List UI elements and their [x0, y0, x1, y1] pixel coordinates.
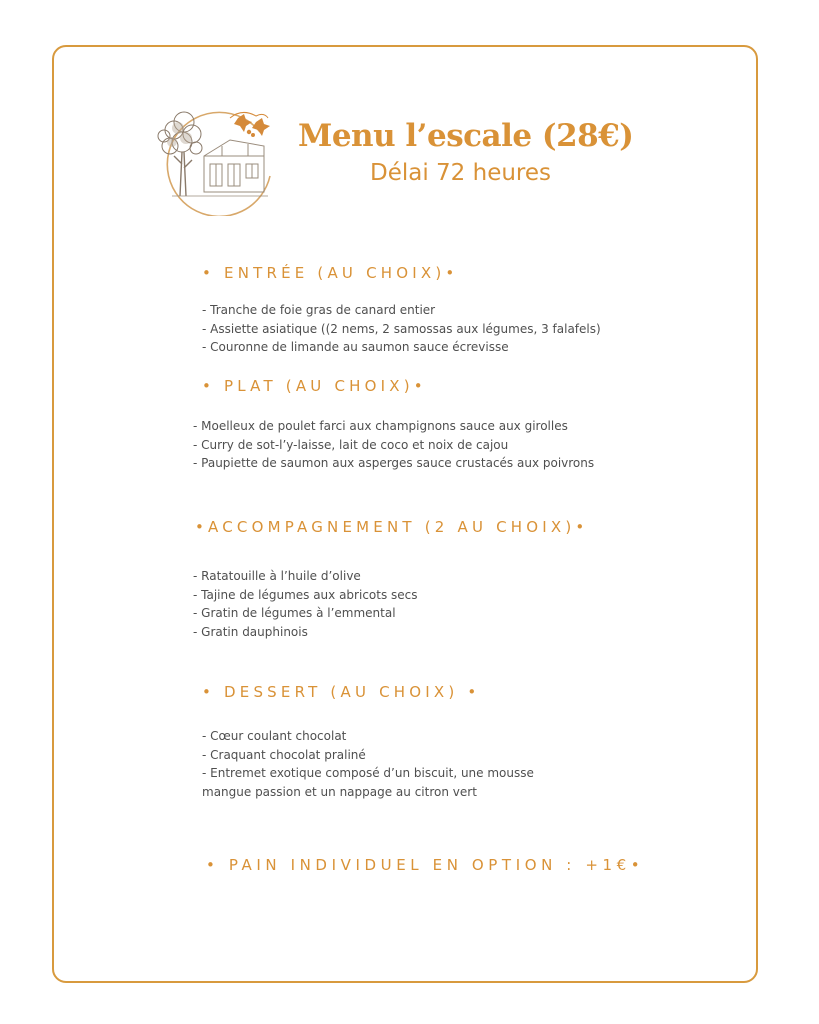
menu-title: Menu l’escale (28€): [298, 118, 634, 154]
list-item: - Craquant chocolat praliné: [202, 747, 366, 762]
list-item: - Paupiette de saumon aux asperges sauce crustacés aux poivrons: [193, 456, 595, 470]
section-heading-plat: • PLAT (AU CHOIX)•: [202, 377, 427, 395]
menu-subtitle: Délai 72 heures: [370, 160, 552, 186]
list-item: - Cœur coulant chocolat: [202, 729, 347, 743]
list-item: - Tajine de légumes aux abricots secs: [193, 587, 418, 602]
section-items-dessert: [202, 727, 534, 801]
section-items-accompagnement: [193, 567, 418, 641]
list-item: - Assiette asiatique ((2 nems, 2 samossas aux légumes, 3 falafels): [202, 321, 601, 336]
section-heading-accompagnement: •ACCOMPAGNEMENT (2 AU CHOIX)•: [195, 518, 589, 536]
list-item: - Tranche de foie gras de canard entier: [202, 303, 436, 317]
list-item: - Gratin dauphinois: [193, 624, 308, 639]
bread-option-note: • PAIN INDIVIDUEL EN OPTION : +1€•: [206, 856, 645, 874]
section-heading-entree: • ENTRÉE (AU CHOIX)•: [202, 264, 459, 282]
section-items-plat: [193, 417, 594, 473]
list-item: - Gratin de légumes à l’emmental: [193, 606, 396, 620]
section-items-entree: [202, 301, 601, 357]
list-item: - Entremet exotique composé d’un biscuit, une mousse: [202, 766, 534, 780]
list-item: - Curry de sot-l’y-laisse, lait de coco et noix de cajou: [193, 437, 509, 452]
section-heading-dessert: • DESSERT (AU CHOIX) •: [202, 683, 481, 701]
restaurant-logo-icon: [152, 104, 280, 216]
list-item: - Moelleux de poulet farci aux champignons sauce aux girolles: [193, 419, 568, 433]
list-item: mangue passion et un nappage au citron vert: [202, 784, 477, 799]
list-item: - Couronne de limande au saumon sauce écrevisse: [202, 340, 509, 354]
list-item: - Ratatouille à l’huile d’olive: [193, 569, 361, 583]
